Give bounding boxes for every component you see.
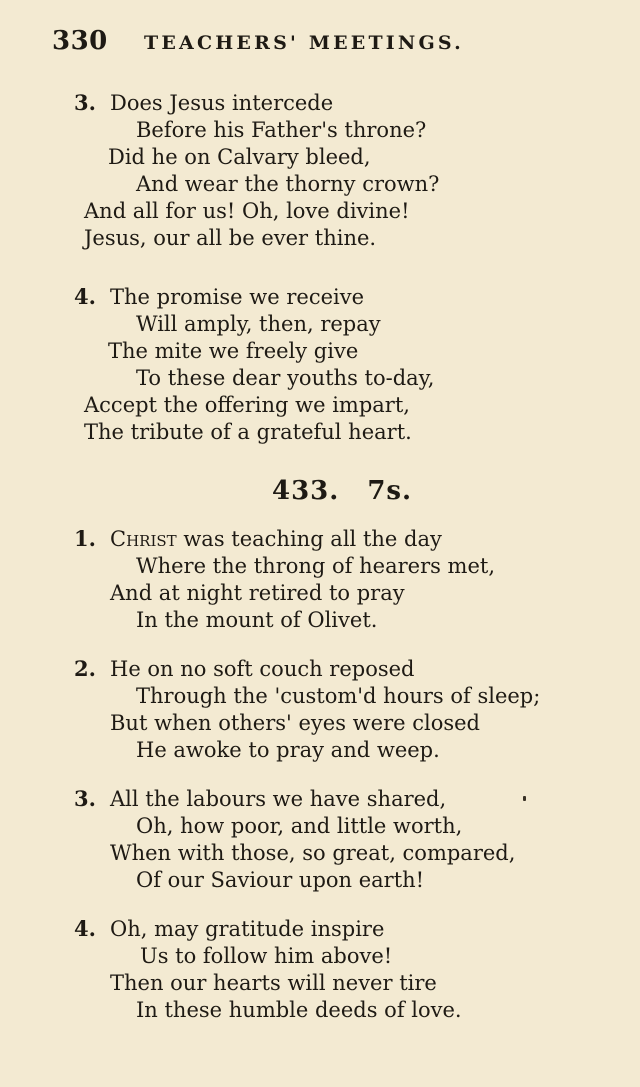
verse-line: And wear the thorny crown? [136,172,440,196]
verse-line: The promise we receive [110,285,365,309]
verse-line-rest: was teaching all the day [176,527,442,551]
verse-line: But when others' eyes were closed [110,711,480,735]
verse-line: He awoke to pray and weep. [136,738,440,762]
verse-line: The mite we freely give [108,339,359,363]
verse-line: Then our hearts will never tire [110,971,437,995]
verse-line: Before his Father's throne? [136,118,427,142]
verse-line: He on no soft couch reposed [110,657,415,681]
verse-first-word: Christ [110,527,177,551]
verse-number: 3. [74,786,96,811]
verse-line: Us to follow him above! [140,944,393,968]
page-header [52,26,532,58]
verse-line: Oh, may gratitude inspire [110,917,385,941]
verse-line: Did he on Calvary bleed, [108,145,371,169]
verse-line: Oh, how poor, and little worth, [136,814,463,838]
verse-line: In the mount of Olivet. [136,608,378,632]
hymn-number: 433. [272,476,340,506]
verse-number: 2. [74,656,96,681]
verse-line: Will amply, then, repay [136,312,381,336]
verse-line: All the labours we have shared, [110,787,447,811]
verse-line [110,526,442,552]
verse-line: When with those, so great, compared, [110,841,516,865]
verse-line: Through the 'custom'd hours of sleep; [136,684,541,708]
verse-number: 1. [74,526,96,551]
verse-number: 4. [74,284,96,309]
verse-line: The tribute of a grateful heart. [84,420,412,444]
verse-line: To these dear youths to-day, [136,366,435,390]
verse-line: And at night retired to pray [110,581,405,605]
verse-line: Does Jesus intercede [110,91,334,115]
hymn-meter: 7s. [367,476,413,506]
verse-line: Of our Saviour upon earth! [136,868,425,892]
verse-line: Jesus, our all be ever thine. [84,226,377,250]
verse-line: In these humble deeds of love. [136,998,462,1022]
verse-number: 4. [74,916,96,941]
page-number: 330 [52,26,108,56]
verse-line: And all for us! Oh, love divine! [84,199,410,223]
running-title: TEACHERS' MEETINGS. [144,32,464,54]
ink-speck [523,796,526,801]
hymn-heading [272,476,412,506]
verse-number: 3. [74,90,96,115]
verse-line: Where the throng of hearers met, [136,554,496,578]
verse-line: Accept the offering we impart, [84,393,410,417]
